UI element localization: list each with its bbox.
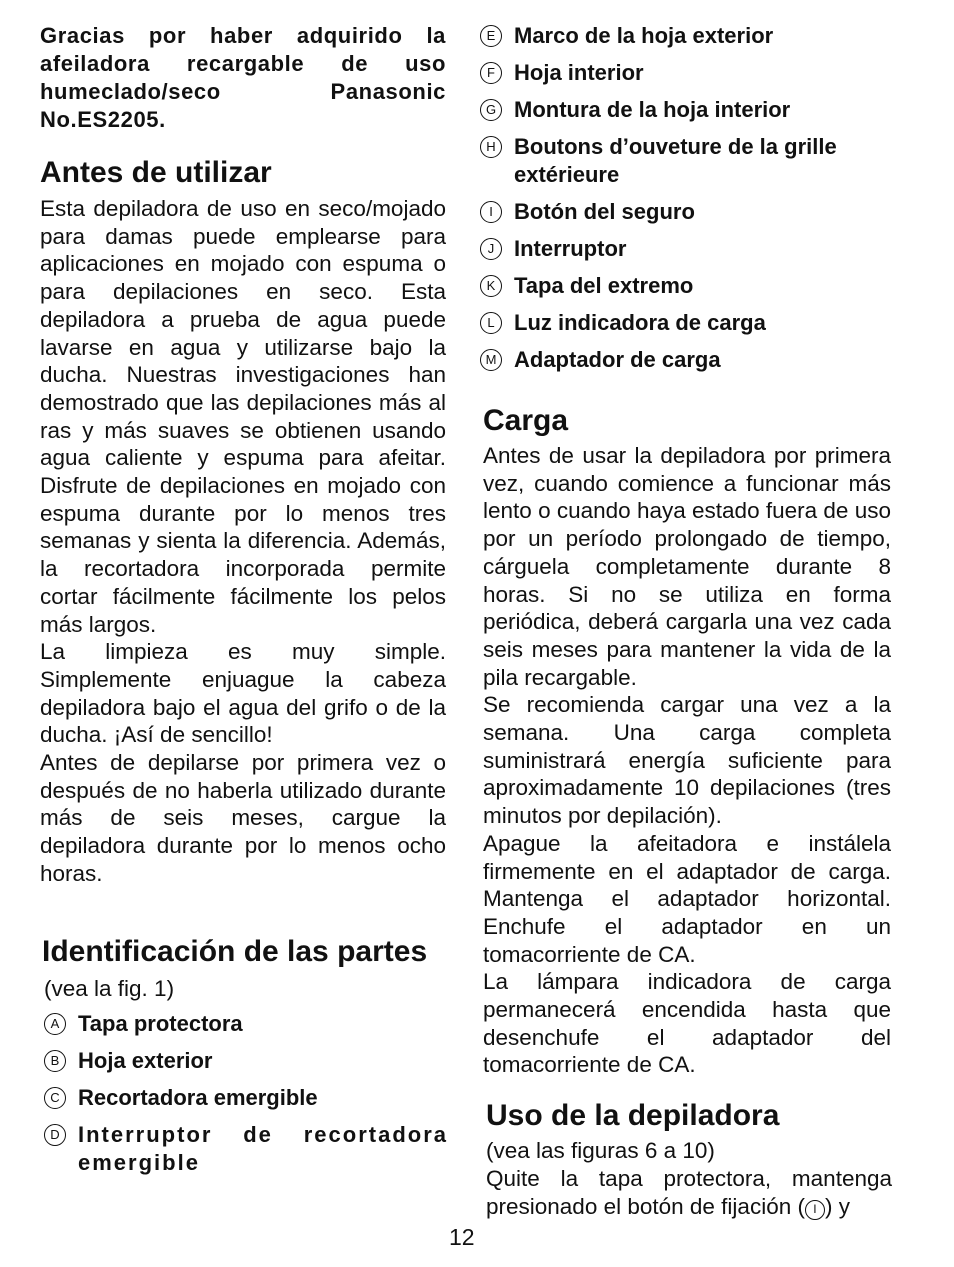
circled-letter-h-icon: H xyxy=(480,136,502,158)
circled-letter-i-icon: I xyxy=(480,201,502,223)
part-label: Tapa del extremo xyxy=(514,273,694,298)
circled-letter-a-icon: A xyxy=(44,1013,66,1035)
circled-letter-i-icon: I xyxy=(805,1200,825,1220)
part-item-j xyxy=(480,235,892,263)
part-item-l xyxy=(480,309,892,337)
part-label: Hoja interior xyxy=(514,60,644,85)
part-item-i xyxy=(480,198,892,226)
part-item-k xyxy=(480,272,892,300)
part-label: Montura de la hoja interior xyxy=(514,97,791,122)
antes-paragraph: Esta depiladora de uso en seco/mojado para damas puede emplearse para aplicaciones en mojado con espuma o para depilaciones en seco. Esta depiladora a prueba de agua puede lavarse en agua y utilizarse bajo la ducha. Nuestras investigaciones han demostrado que las depilaciones más al ras y más suaves se obtienen usando agua caliente y espuma para afeitar. Disfrute de depilaciones en mojado con espuma durante por lo menos tres semanas y sienta la diferencia. Además, la recortadora incorporada permite cortar fácilmente fácilmente los pelos más largos. xyxy=(40,196,446,637)
part-label: Adaptador de carga xyxy=(514,347,721,372)
circled-letter-k-icon: K xyxy=(480,275,502,297)
antes-body xyxy=(40,195,446,888)
part-item-a xyxy=(44,1010,448,1038)
circled-letter-e-icon: E xyxy=(480,25,502,47)
part-item-m xyxy=(480,346,892,374)
uso-body xyxy=(486,1165,892,1220)
part-item-h xyxy=(480,133,892,189)
part-label: Interruptor de recortadora emergible xyxy=(78,1122,448,1175)
part-item-f xyxy=(480,59,892,87)
circled-letter-f-icon: F xyxy=(480,62,502,84)
part-item-b xyxy=(44,1047,448,1075)
part-label: Luz indicadora de carga xyxy=(514,310,766,335)
part-label: Hoja exterior xyxy=(78,1048,213,1073)
part-label: Marco de la hoja exterior xyxy=(514,23,774,48)
uso-figure-ref: (vea las figuras 6 a 10) xyxy=(486,1138,715,1163)
circled-letter-m-icon: M xyxy=(480,349,502,371)
antes-paragraph: La limpieza es muy simple. Simplemente enjuague la cabeza depiladora bajo el agua del grifo o de la ducha. ¡Así de sencillo! xyxy=(40,639,446,748)
intro-text: Gracias por haber adquirido la afeiladora recargable de uso humeclado/seco Panasonic No.ES2205. xyxy=(40,23,446,132)
page-number: 12 xyxy=(449,1224,475,1250)
part-item-c xyxy=(44,1084,448,1112)
circled-letter-l-icon: L xyxy=(480,312,502,334)
circled-letter-j-icon: J xyxy=(480,238,502,260)
heading-antes-de-utilizar: Antes de utilizar xyxy=(40,156,272,189)
heading-carga: Carga xyxy=(483,404,569,437)
parts-list-right xyxy=(480,22,892,383)
part-label: Interruptor xyxy=(514,236,627,261)
circled-letter-c-icon: C xyxy=(44,1087,66,1109)
part-label: Recortadora emergible xyxy=(78,1085,318,1110)
circled-letter-b-icon: B xyxy=(44,1050,66,1072)
carga-paragraph: Apague la afeitadora e instálela firmemente en el adaptador de carga. Mantenga el adaptador horizontal. Enchufe el adaptador en un tomacorriente de CA. xyxy=(483,830,891,967)
heading-identificacion: Identificación de las partes xyxy=(42,935,428,968)
part-label: Tapa protectora xyxy=(78,1011,243,1036)
carga-paragraph: La lámpara indicadora de carga permanecerá encendida hasta que desenchufe el adaptador del tomacorriente de CA. xyxy=(483,969,891,1078)
part-item-g xyxy=(480,96,892,124)
circled-letter-g-icon: G xyxy=(480,99,502,121)
uso-text-end: ) y xyxy=(824,1193,850,1219)
carga-paragraph: Se recomienda cargar una vez a la semana. Una carga completa suministrará energía suficiente para aproximadamente 10 depilaciones (tres minutos por depilación). xyxy=(483,692,891,829)
part-item-d xyxy=(44,1121,448,1177)
uso-text: Quite la tapa protectora, mantenga presionado el botón de fijación ( xyxy=(486,1166,892,1219)
part-label: Boutons d’ouveture de la grille extérieure xyxy=(514,134,837,187)
carga-body xyxy=(483,442,891,1079)
ident-figure-ref: (vea la fig. 1) xyxy=(44,976,175,1001)
circled-letter-d-icon: D xyxy=(44,1124,66,1146)
heading-uso-de-la-depiladora: Uso de la depiladora xyxy=(486,1099,780,1132)
carga-paragraph: Antes de usar la depiladora por primera vez, cuando comience a funcionar más lento o cuando haya estado fuera de uso por un período prolongado de tiempo, cárguela completamente durante 8 horas. Si no se utiliza en forma periódica, deberá cargarla una vez cada seis meses para mantener la vida de la pila recargable. xyxy=(483,443,891,690)
part-label: Botón del seguro xyxy=(514,199,695,224)
part-item-e xyxy=(480,22,892,50)
antes-paragraph: Antes de depilarse por primera vez o después de no haberla utilizado durante más de seis meses, cargue la depiladora durante por lo menos ocho horas. xyxy=(40,750,446,886)
parts-list-left xyxy=(44,1010,448,1186)
